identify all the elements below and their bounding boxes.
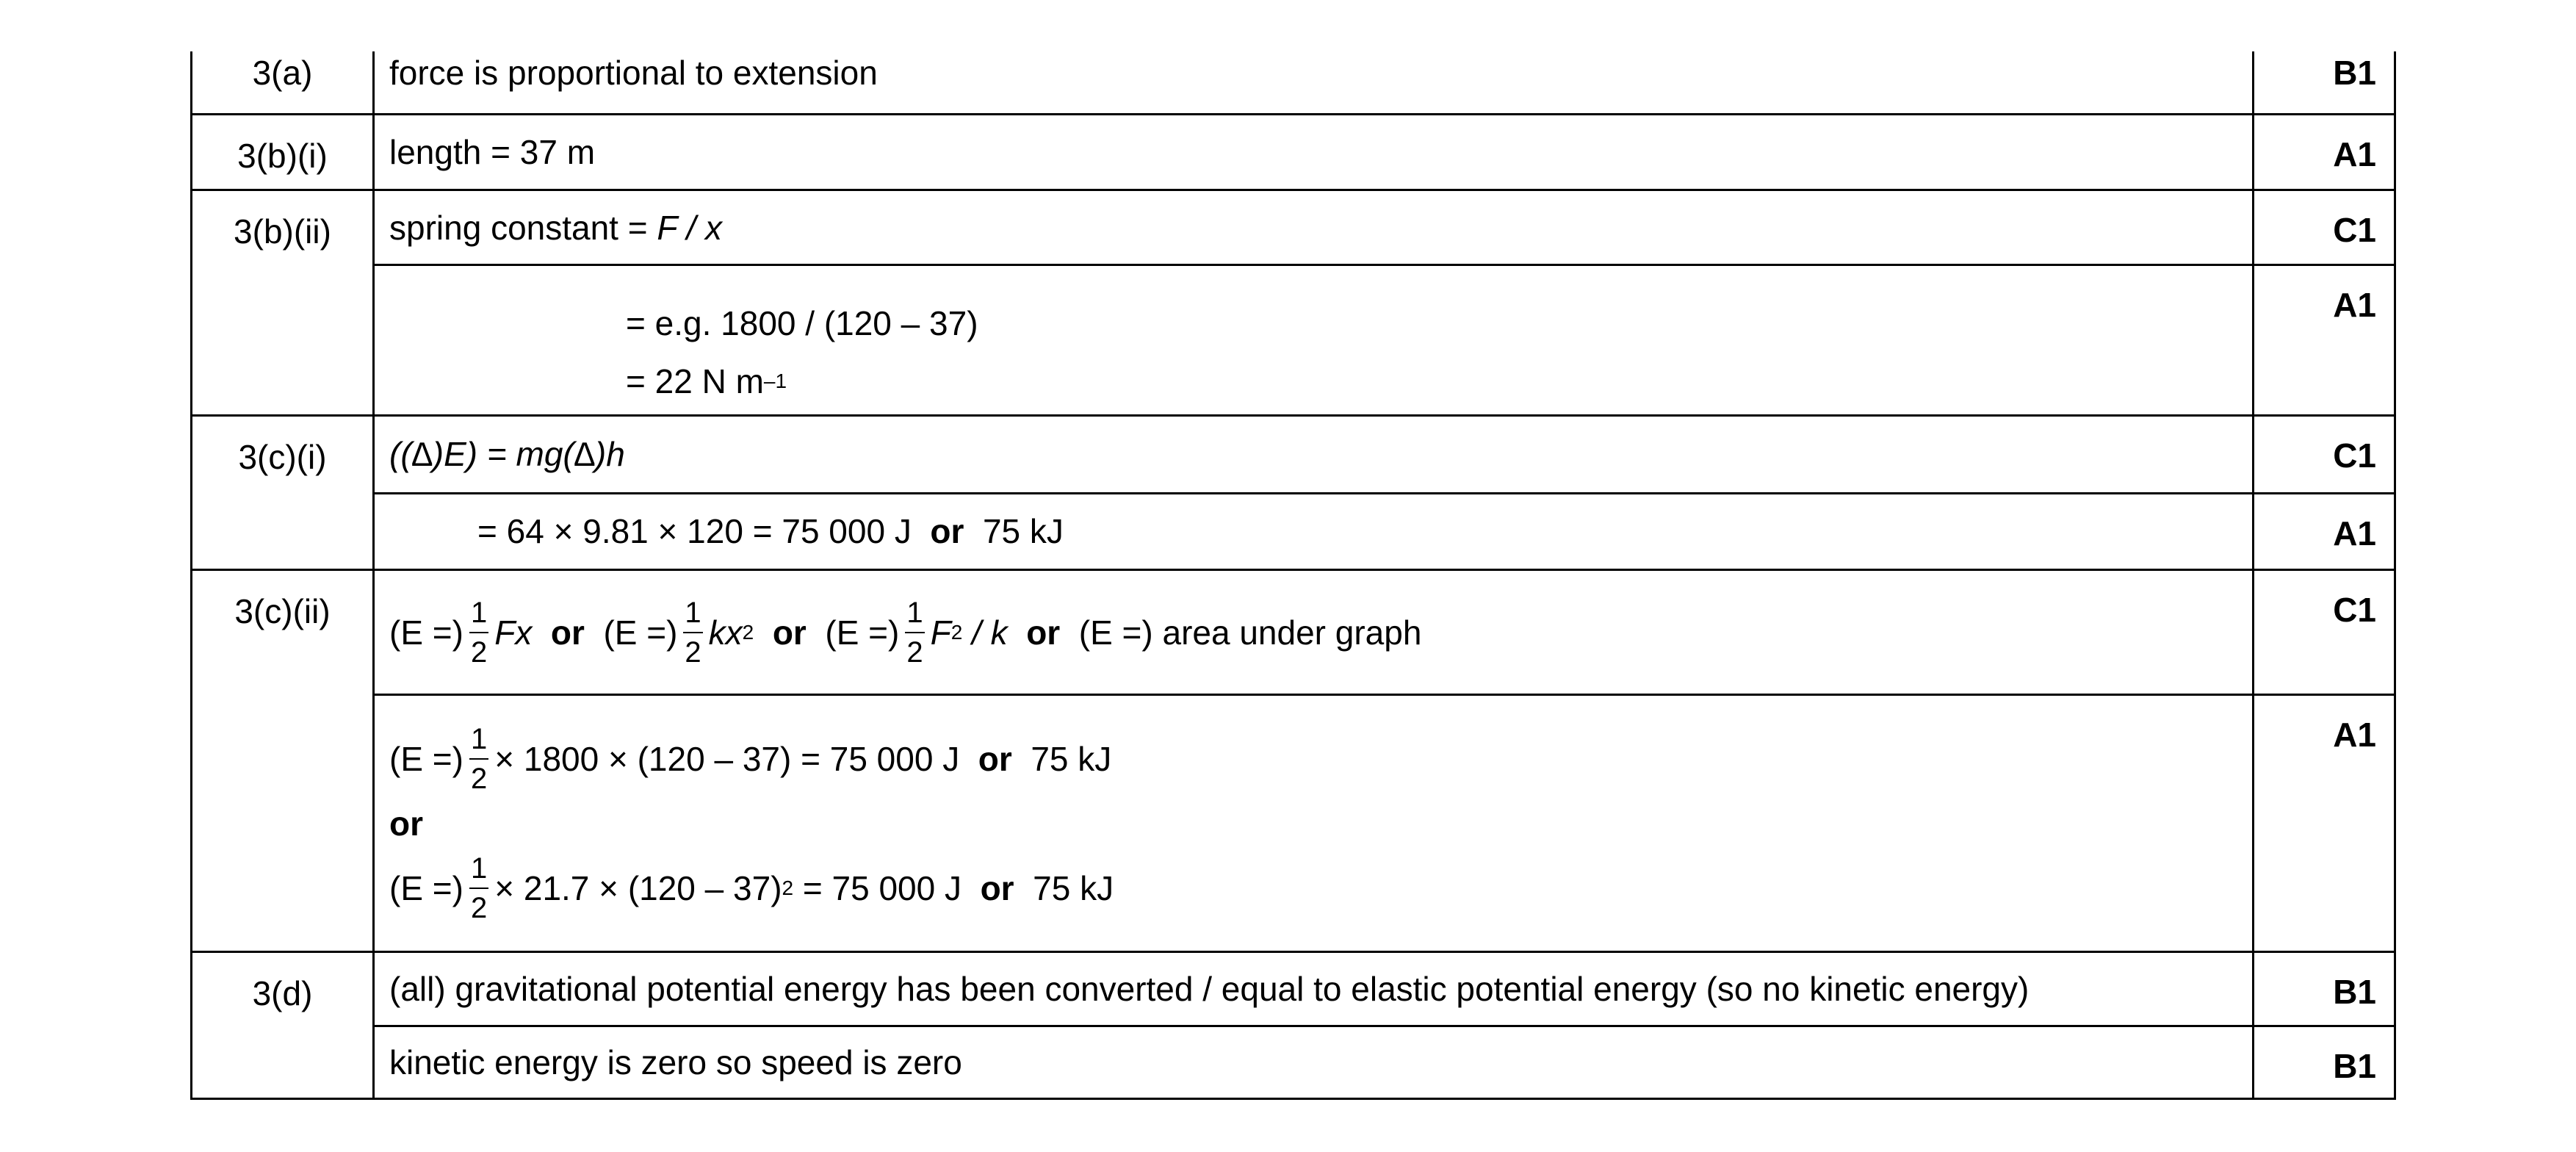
calc-line: = e.g. 1800 / (120 – 37) <box>626 304 978 343</box>
answer-text <box>375 417 2254 492</box>
question-number: 3(d) <box>192 953 375 1098</box>
question-number: 3(c)(i) <box>192 417 375 569</box>
mark: A1 <box>2333 135 2376 173</box>
mark-scheme-table <box>190 51 2396 1100</box>
or-word: or <box>930 512 964 551</box>
answer-text: kinetic energy is zero so speed is zero <box>375 1027 2254 1098</box>
answer-text: (all) gravitational potential energy has been converted / equal to elastic potential energy (so no kinetic energy) <box>375 953 2254 1025</box>
calc-line: = 64 × 9.81 × 120 = 75 000 J <box>477 512 912 551</box>
term-kx: kx <box>708 613 743 652</box>
calc-line: × 21.7 × (120 – 37) <box>494 869 782 908</box>
result-value: = 22 N m <box>626 362 764 401</box>
fraction-half: $\frac{1}{2}$ <box>470 596 488 669</box>
fraction-half: $\frac{1}{2}$ <box>685 596 701 669</box>
table-row <box>192 51 2394 113</box>
answer-text: (E =) $\frac{1}{2}$ Fx or (E =) $\frac{1}{2}$ kx 2 or (E =) $\frac{1}{2}$ F 2 / k or (E =) area under graph <box>375 571 2254 694</box>
energy-label: (E =) <box>603 613 678 652</box>
calc-line: × 1800 × (120 – 37) = 75 000 J <box>494 740 960 779</box>
answer-prefix: spring constant = <box>389 208 657 247</box>
question-number: 3(b)(ii) <box>192 191 375 414</box>
mark: B1 <box>2333 54 2376 92</box>
fraction-half: $\frac{1}{2}$ <box>470 852 488 925</box>
answer-text <box>375 494 2254 569</box>
table-row <box>192 189 2394 414</box>
or-word: or <box>772 613 807 652</box>
energy-formula: ((∆)E) = mg(∆)h <box>389 435 625 474</box>
question-number: 3(b)(i) <box>192 115 375 189</box>
table-row <box>192 113 2394 189</box>
mark: A1 <box>2333 286 2376 325</box>
or-word: or <box>389 804 423 843</box>
mark: B1 <box>2333 1046 2376 1085</box>
alt-value: 75 kJ <box>982 512 1064 551</box>
mark: B1 <box>2333 973 2376 1011</box>
answer-text: = e.g. 1800 / (120 – 37) = 22 N m –1 <box>375 266 2254 414</box>
alt-value: 75 kJ <box>1031 740 1112 779</box>
or-word: or <box>1026 613 1061 652</box>
answer-text: length = 37 m <box>375 115 2254 189</box>
table-row <box>192 569 2394 951</box>
or-word: or <box>980 869 1014 908</box>
energy-label: (E =) <box>1078 613 1153 652</box>
energy-label: (E =) <box>389 613 463 652</box>
calc-result: = 75 000 J <box>802 869 962 908</box>
alt-value: 75 kJ <box>1033 869 1114 908</box>
mark: A1 <box>2333 716 2376 755</box>
mark: C1 <box>2333 591 2376 629</box>
mark: C1 <box>2333 211 2376 249</box>
or-word: or <box>550 613 585 652</box>
energy-label: (E =) <box>389 740 463 779</box>
answer-formula: F / x <box>657 208 722 247</box>
answer-text: force is proportional to extension <box>375 51 2254 113</box>
mark: A1 <box>2333 514 2376 552</box>
term-fx: Fx <box>494 613 533 652</box>
fraction-half: $\frac{1}{2}$ <box>906 596 923 669</box>
table-row <box>192 951 2394 1098</box>
energy-label: (E =) <box>389 869 463 908</box>
term-over-k: / k <box>972 613 1008 652</box>
question-number: 3(c)(ii) <box>192 571 375 951</box>
energy-label: (E =) <box>825 613 900 652</box>
mark: C1 <box>2333 436 2376 475</box>
fraction-half: $\frac{1}{2}$ <box>470 723 488 796</box>
answer-text <box>375 191 2254 264</box>
answer-text: (E =) $\frac{1}{2}$ × 1800 × (120 – 37) = 75 000 J or 75 kJ or (E =) $\frac{1}{2}$ × 21.7 × (120 – 37) 2 = 75 000 J or 75 kJ <box>375 696 2254 951</box>
question-number: 3(a) <box>192 51 375 113</box>
term-f: F <box>930 613 951 652</box>
area-under-graph: area under graph <box>1162 613 1422 652</box>
table-row <box>192 414 2394 569</box>
or-word: or <box>978 740 1012 779</box>
